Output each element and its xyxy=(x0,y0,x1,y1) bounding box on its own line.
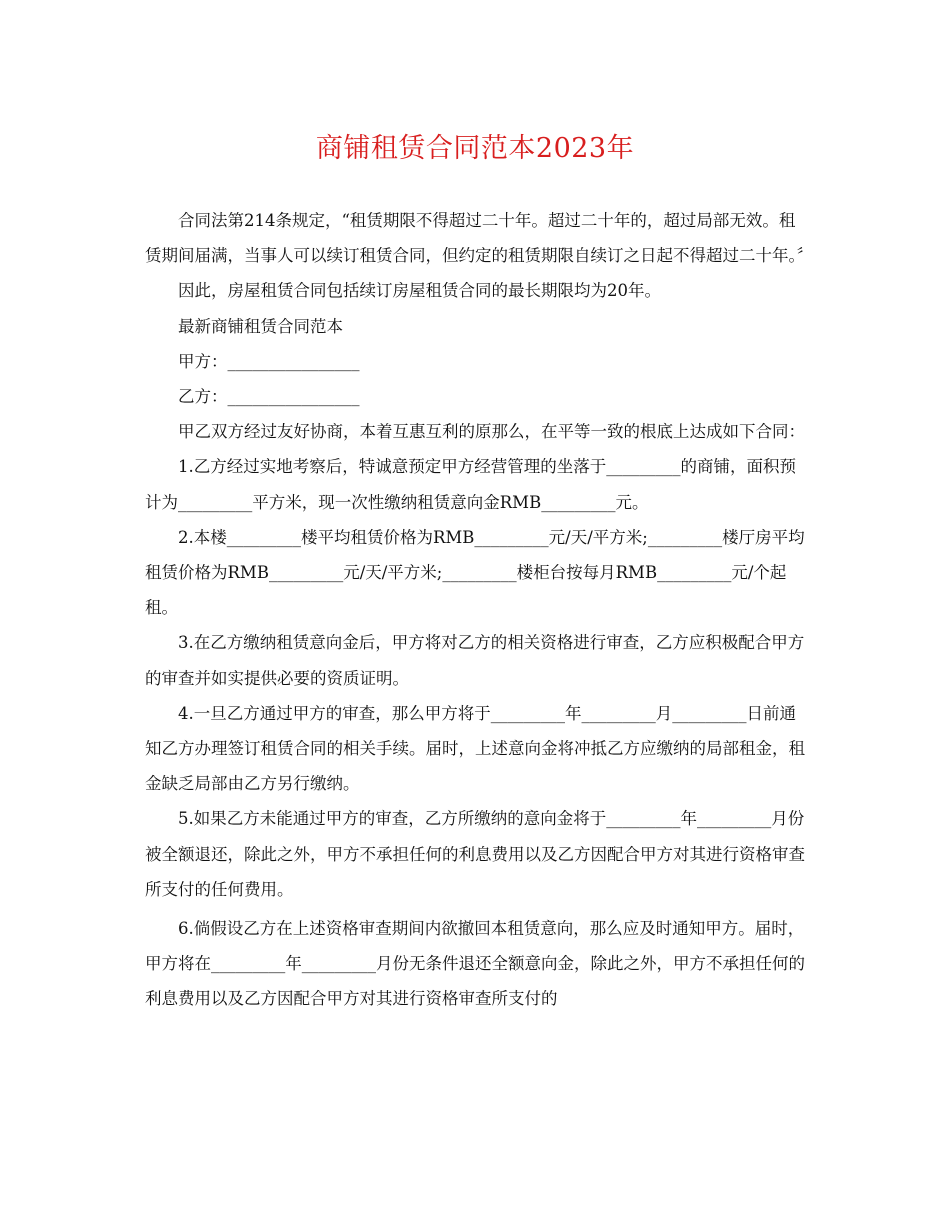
paragraph-template-heading: 最新商铺租赁合同范本 xyxy=(178,316,343,336)
party-b-line: 乙方：________________ xyxy=(178,387,360,407)
clause-1: 1.乙方经过实地考察后，特诚意预定甲方经营管理的坐落于_________的商铺，面积预计为_________平方米，现一次性缴纳租赁意向金RMB_________元。 xyxy=(145,457,796,512)
document-body xyxy=(145,203,814,1017)
party-a-line: 甲方：________________ xyxy=(178,351,360,371)
clause-3: 3.在乙方缴纳租赁意向金后，甲方将对乙方的相关资格进行审查，乙方应积极配合甲方的审查并如实提供必要的资质证明。 xyxy=(145,633,805,688)
clause-5: 5.如果乙方未能通过甲方的审查，乙方所缴纳的意向金将于_________年_________月份被全额退还，除此之外，甲方不承担任何的利息费用以及乙方因配合甲方对其进行资格审查所支付的任何费用。 xyxy=(145,809,805,899)
clause-2: 2.本楼_________楼平均租赁价格为RMB_________元/天/平方米;_________楼厅房平均租赁价格为RMB_________元/天/平方米;_________楼柜台按每月RMB_________元/个起租。 xyxy=(145,527,805,618)
clause-4: 4.一旦乙方通过甲方的审查，那么甲方将于_________年_________月_________日前通知乙方办理签订租赁合同的相关手续。届时，上述意向金将冲抵乙方应缴纳的局部租金，租金缺乏局部由乙方另行缴纳。 xyxy=(145,703,805,794)
paragraph-agreement-intro: 甲乙双方经过友好协商，本着互惠互利的原那么，在平等一致的根底上达成如下合同： xyxy=(178,422,805,442)
clause-6: 6.倘假设乙方在上述资格审查期间内欲撤回本租赁意向，那么应及时通知甲方。届时，甲方将在_________年_________月份无条件退还全额意向金，除此之外，甲方不承担任何的利息费用以及乙方因配合甲方对其进行资格审查所支付的 xyxy=(145,919,805,1009)
paragraph-law-article: 合同法第214条规定，“租赁期限不得超过二十年。超过二十年的，超过局部无效。租赁期间届满，当事人可以续订租赁合同，但约定的租赁期限自续订之日起不得超过二十年。〞 xyxy=(145,211,814,266)
paragraph-max-term: 因此，房屋租赁合同包括续订房屋租赁合同的最长期限均为20年。 xyxy=(178,281,661,301)
document-title: 商铺租赁合同范本2023年 xyxy=(315,133,635,164)
